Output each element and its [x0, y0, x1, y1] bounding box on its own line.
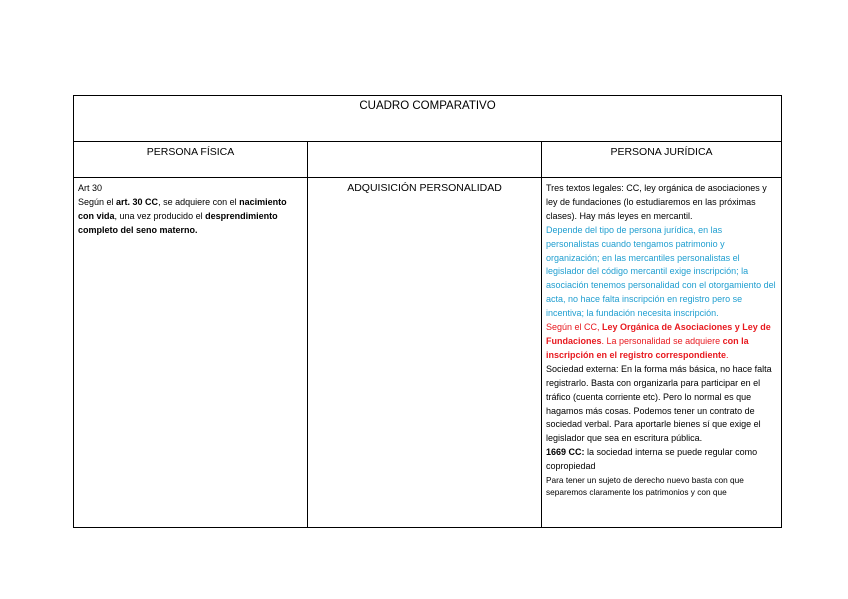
text-bold: nacimiento con vida [78, 196, 287, 221]
header-middle [308, 142, 542, 178]
text-fragment: Según el CC, [546, 322, 603, 333]
cell-adquisicion: ADQUISICIÓN PERSONALIDAD [308, 178, 542, 528]
text-fragment: Según el [78, 196, 117, 207]
table-title: CUADRO COMPARATIVO [74, 96, 782, 142]
paragraph-sociedad-externa: Sociedad externa: En la forma más básica, no hace falta registrarlo. Basta con organizarla para participar en el tráfico (cuenta corriente etc). Pero lo normal es que hagamos más cosas. Podemos tener un contrato de sociedad verbal. Para aportarle bienes sí que exige el legislador que sea en escritura pública. [546, 363, 772, 444]
cell-persona-fisica [74, 178, 308, 528]
text-fragment: la sociedad interna se puede regular como copropiedad [546, 447, 758, 472]
paragraph-tipo-persona: Depende del tipo de persona jurídica, en las personalistas cuando tengamos patrimonio y organización; en las mercantiles personalistas el legislador del código mercantil exige inscripción; la asociación tenemos personalidad con el otorgamiento del acta, no hace falta inscripción en registro pero se incentiva; la fundación necesita inscripción. [546, 224, 776, 319]
content-row [74, 178, 782, 528]
text-fragment: . [726, 349, 729, 360]
persona-fisica-text [78, 196, 303, 238]
text-bold: Ley Orgánica de Asociaciones y Ley de Fundaciones [546, 322, 771, 346]
comparison-table [73, 95, 782, 528]
cell-persona-juridica [542, 178, 782, 528]
header-persona-juridica: PERSONA JURÍDICA [542, 142, 782, 178]
text-fragment: , se adquiere con el [158, 196, 240, 207]
header-persona-fisica: PERSONA FÍSICA [74, 142, 308, 178]
paragraph-textos-legales: Tres textos legales: CC, ley orgánica de asociaciones y ley de fundaciones (lo estudiaremos en las próximas clases). Hay más leyes en mercantil. [546, 183, 767, 221]
text-fragment: , una vez producido el [114, 210, 206, 221]
art-label: Art 30 [78, 183, 103, 193]
text-bold: art. 30 CC [116, 196, 159, 207]
text-bold: con la inscripción en el registro correspondiente [546, 335, 749, 360]
text-fragment: . La personalidad se adquiere [601, 335, 723, 346]
header-row [74, 142, 782, 178]
text-bold: desprendimiento completo del seno materno. [78, 210, 278, 235]
paragraph-1669 [546, 446, 777, 474]
paragraph-segun-cc [546, 321, 777, 363]
title-row [74, 96, 782, 142]
paragraph-sujeto-derecho: Para tener un sujeto de derecho nuevo basta con que separemos claramente los patrimonios y con que [546, 475, 744, 498]
text-bold: 1669 CC: [546, 447, 585, 458]
